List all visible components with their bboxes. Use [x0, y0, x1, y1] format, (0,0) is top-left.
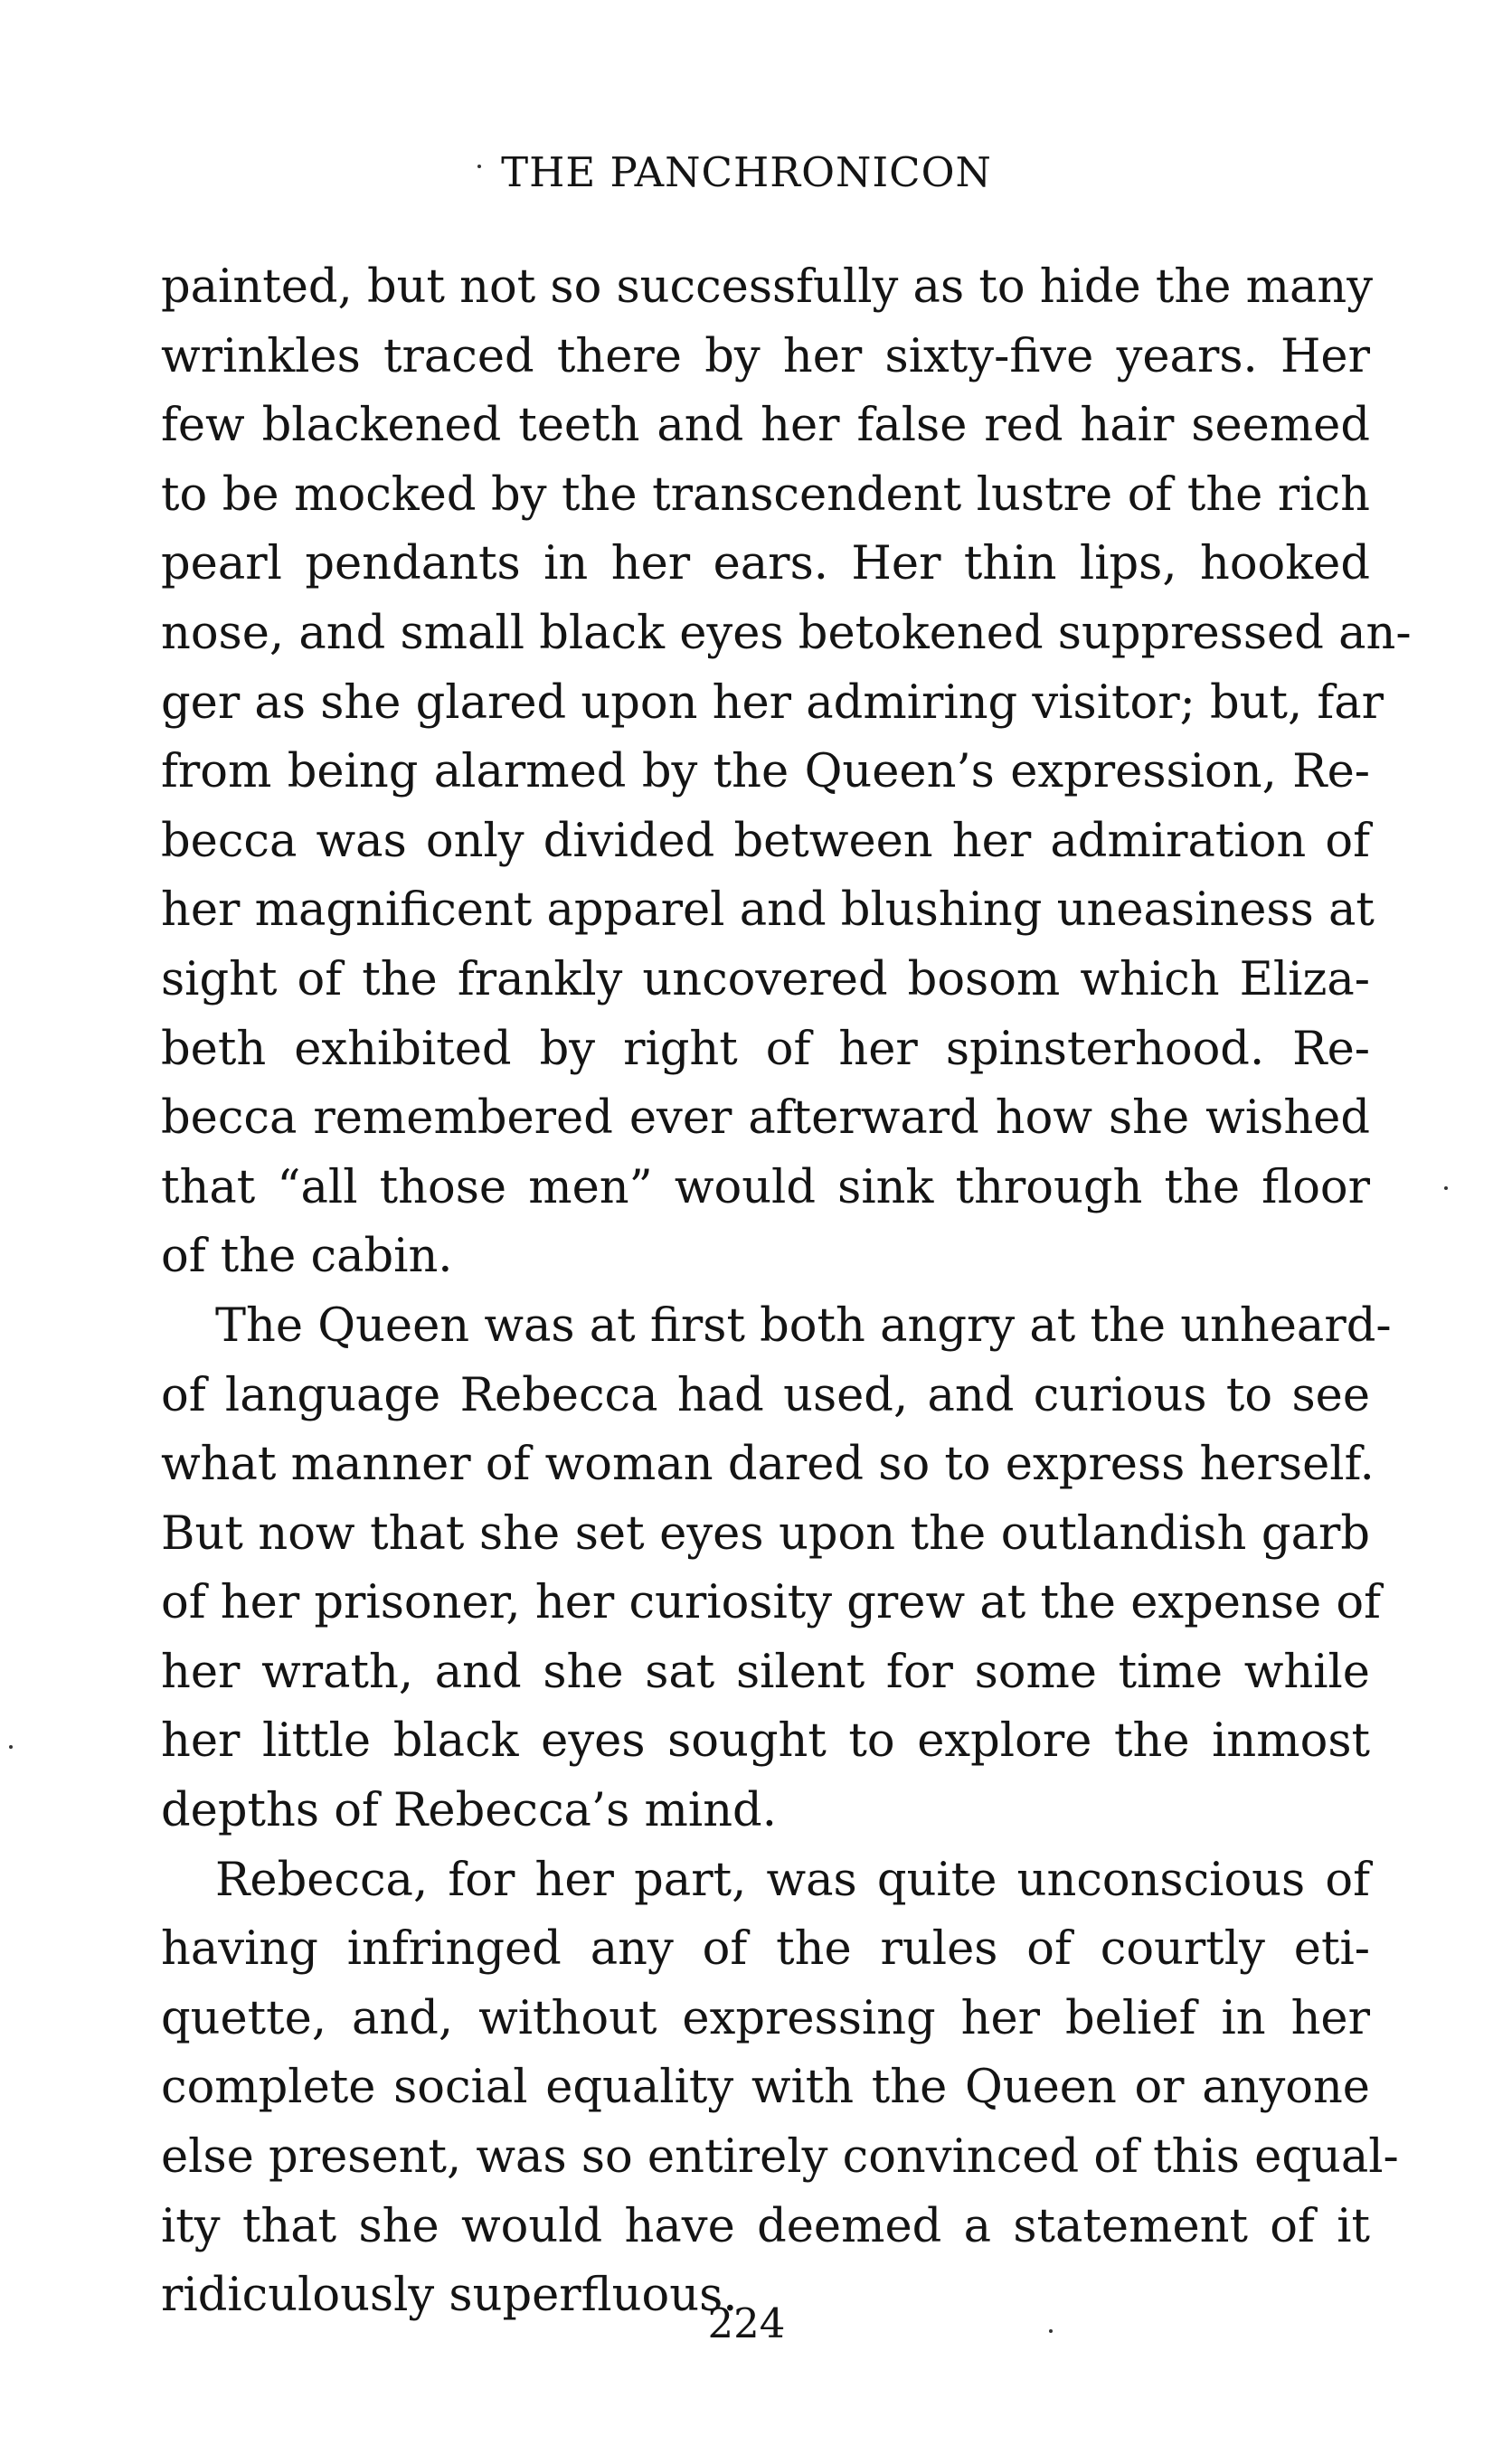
print-speck	[1444, 1186, 1448, 1190]
text-line: depths of Rebecca’s mind.	[161, 1784, 777, 1838]
text-line: wrinkles traced there by her sixty-five years. Her	[161, 329, 1370, 383]
text-line: nose, and small black eyes betokened suppressed an-	[161, 606, 1412, 660]
print-speck	[1049, 2329, 1053, 2333]
running-head: THE PANCHRONICON	[501, 148, 992, 196]
print-speck	[9, 1745, 13, 1749]
text-line: her little black eyes sought to explore the inmost	[161, 1714, 1370, 1769]
page-number: 224	[707, 2299, 786, 2347]
print-speck	[477, 165, 481, 168]
text-line: having infringed any of the rules of courtly eti-	[161, 1922, 1370, 1977]
text-line: from being alarmed by the Queen’s expression, Re-	[161, 745, 1370, 799]
paragraph	[161, 1292, 1392, 1846]
text-line: becca remembered ever afterward how she wished	[161, 1091, 1370, 1146]
text-line: complete social equality with the Queen or anyone	[161, 2061, 1370, 2115]
text-line: becca was only divided between her admiration of	[161, 814, 1370, 868]
text-line: of the cabin.	[161, 1230, 453, 1284]
paragraph	[161, 253, 1412, 1292]
text-line: But now that she set eyes upon the outlandish garb	[161, 1506, 1370, 1561]
text-line: that “all those men” would sink through the floor	[161, 1160, 1370, 1214]
text-line: her magnificent apparel and blushing uneasiness at	[161, 883, 1375, 938]
text-line: of her prisoner, her curiosity grew at the expense of	[161, 1576, 1381, 1630]
text-line: ity that she would have deemed a statement of it	[161, 2199, 1370, 2253]
body-text	[161, 253, 1412, 2331]
text-line: ger as she glared upon her admiring visitor; but, far	[161, 675, 1384, 730]
text-line: what manner of woman dared so to express herself.	[161, 1438, 1375, 1492]
text-line: her wrath, and she sat silent for some time while	[161, 1645, 1370, 1699]
text-line: to be mocked by the transcendent lustre of the rich	[161, 467, 1370, 522]
text-line: beth exhibited by right of her spinsterhood. Re-	[161, 1022, 1370, 1076]
text-line: sight of the frankly uncovered bosom which Eliza-	[161, 952, 1370, 1006]
text-line: ridiculously superfluous.	[161, 2269, 738, 2323]
paragraph	[161, 1846, 1399, 2331]
text-line: quette, and, without expressing her belief in her	[161, 1991, 1370, 2045]
text-line: pearl pendants in her ears. Her thin lips, hooked	[161, 537, 1370, 591]
text-line: The Queen was at first both angry at the unheard-	[215, 1298, 1392, 1353]
text-line: few blackened teeth and her false red hair seemed	[161, 399, 1370, 453]
text-line: painted, but not so successfully as to hide the many	[161, 260, 1374, 314]
text-line: of language Rebecca had used, and curious to see	[161, 1368, 1370, 1422]
text-line: else present, was so entirely convinced of this equal-	[161, 2130, 1399, 2185]
text-line: Rebecca, for her part, was quite unconscious of	[215, 1853, 1370, 1907]
